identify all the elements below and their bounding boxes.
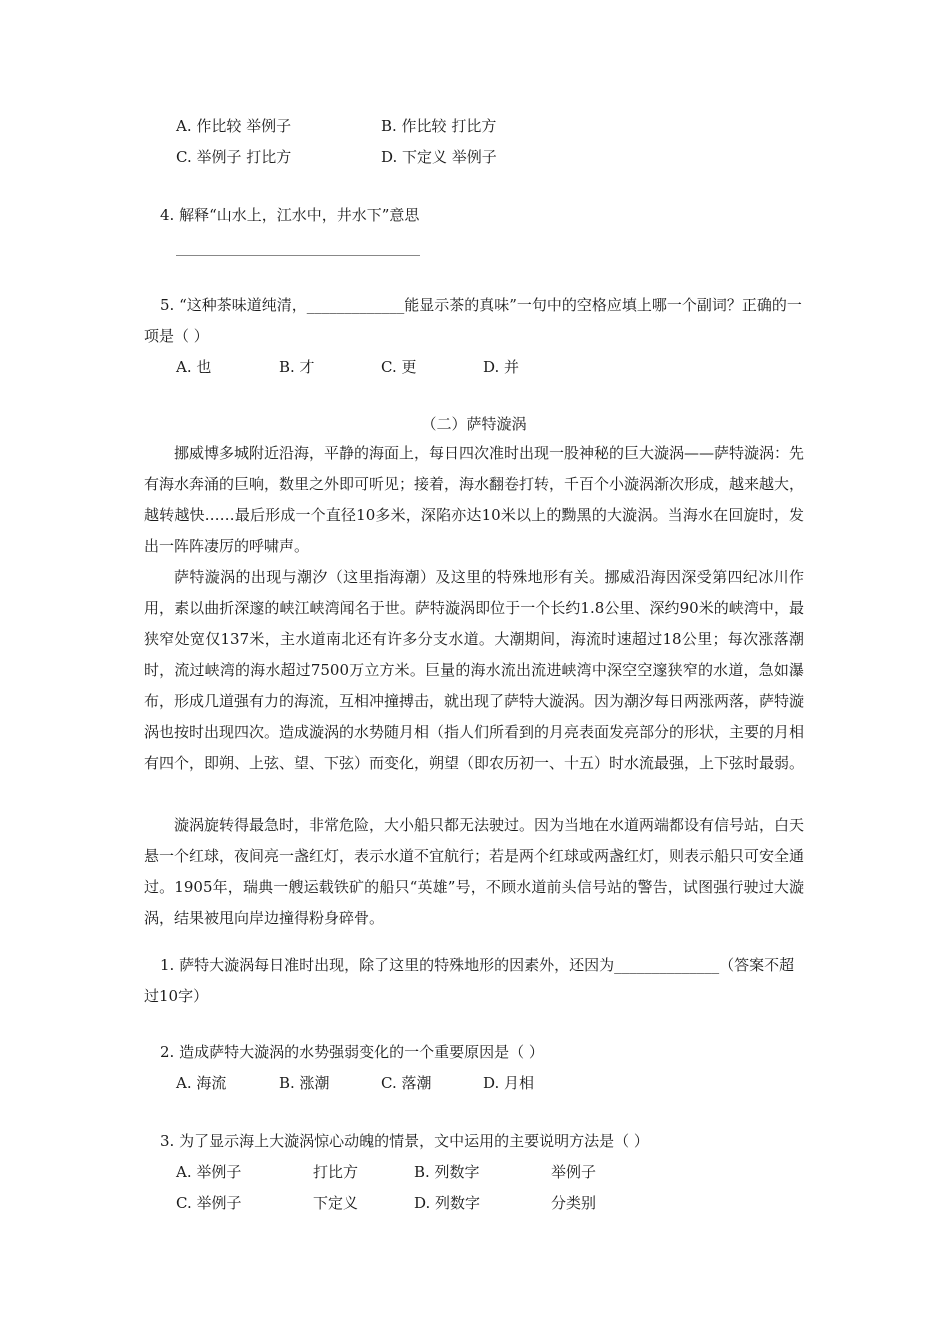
q3-option-d-label: D. 列数字	[414, 1194, 481, 1212]
prev-question-4: 4. 解释“山水上，江水中，井水下”意思	[160, 206, 420, 224]
q3-option-c-second: 下定义	[313, 1194, 359, 1212]
q2-option-a: A. 海流	[176, 1074, 227, 1092]
question-1: 1. 萨特大漩涡每日准时出现，除了这里的特殊地形的因素外，还因为______________（答案不超过10字）	[144, 956, 795, 1005]
prev-q3-option-c: C. 举例子 打比方	[176, 148, 292, 166]
q3-option-c-label: C. 举例子	[176, 1194, 242, 1212]
q3-option-a-second: 打比方	[313, 1163, 359, 1181]
question-3: 3. 为了显示海上大漩涡惊心动魄的情景，文中运用的主要说明方法是（ ）	[160, 1132, 649, 1150]
q3-option-b-label: B. 列数字	[414, 1163, 480, 1181]
q2-option-c: C. 落潮	[381, 1074, 432, 1092]
q3-option-a-label: A. 举例子	[176, 1163, 242, 1181]
prev-q3-option-b: B. 作比较 打比方	[381, 117, 497, 135]
prev-q5-option-b: B. 才	[279, 358, 315, 376]
passage-paragraph-1: 挪威博多城附近沿海，平静的海面上，每日四次准时出现一股神秘的巨大漩涡——萨特漩涡：先有海水奔涌的巨响，数里之外即可听见；接着，海水翻卷打转，千百个小漩涡渐次形成，越来越大，越转越快……最后形成一个直径10多米，深陷亦达10米以上的黝黑的大漩涡。当海水在回旋时，发出一阵阵凄厉的呼啸声。	[144, 444, 805, 555]
prev-q3-option-d: D. 下定义 举例子	[381, 148, 497, 166]
question-2: 2. 造成萨特大漩涡的水势强弱变化的一个重要原因是（ ）	[160, 1043, 544, 1061]
prev-q3-option-a: A. 作比较 举例子	[176, 117, 292, 135]
q2-option-d: D. 月相	[483, 1074, 535, 1092]
prev-q5-option-a: A. 也	[176, 358, 212, 376]
prev-q5-option-d: D. 并	[483, 358, 520, 376]
passage-paragraph-2: 萨特漩涡的出现与潮汐（这里指海潮）及这里的特殊地形有关。挪威沿海因深受第四纪冰川作用，素以曲折深邃的峡江峡湾闻名于世。萨特漩涡即位于一个长约1.8公里、深约90米的峡湾中，最狭窄处宽仅137米，主水道南北还有许多分支水道。大潮期间，海流时速超过18公里；每次涨落潮时，流过峡湾的海水超过7500万立方米。巨量的海水流出流进峡湾中深空空邃狭窄的水道，急如瀑布，形成几道强有力的海流，互相冲撞搏击，就出现了萨特大漩涡。因为潮汐每日两涨两落，萨特漩涡也按时出现四次。造成漩涡的水势随月相（指人们所看到的月亮表面发亮部分的形状，主要的月相有四个，即朔、上弦、望、下弦）而变化，朔望（即农历初一、十五）时水流最强，上下弦时最弱。	[144, 568, 805, 772]
q3-option-d-second: 分类别	[551, 1194, 597, 1212]
q3-option-b-second: 举例子	[551, 1163, 597, 1181]
q2-option-b: B. 涨潮	[279, 1074, 330, 1092]
passage-paragraph-3: 漩涡旋转得最急时，非常危险，大小船只都无法驶过。因为当地在水道两端都设有信号站，白天悬一个红球，夜间亮一盏红灯，表示水道不宜航行；若是两个红球或两盏红灯，则表示船只可安全通过。1905年，瑞典一艘运载铁矿的船只“英雄”号，不顾水道前头信号站的警告，试图强行驶过大漩涡，结果被甩向岸边撞得粉身碎骨。	[144, 816, 805, 927]
prev-question-5: 5. “这种茶味道纯清，_____________能显示茶的真味”一句中的空格应填上哪一个副词？正确的一项是（ ）	[144, 296, 802, 345]
prev-q5-option-c: C. 更	[381, 358, 417, 376]
answer-line	[176, 255, 420, 256]
section-title: （二）萨特漩涡	[421, 415, 527, 433]
